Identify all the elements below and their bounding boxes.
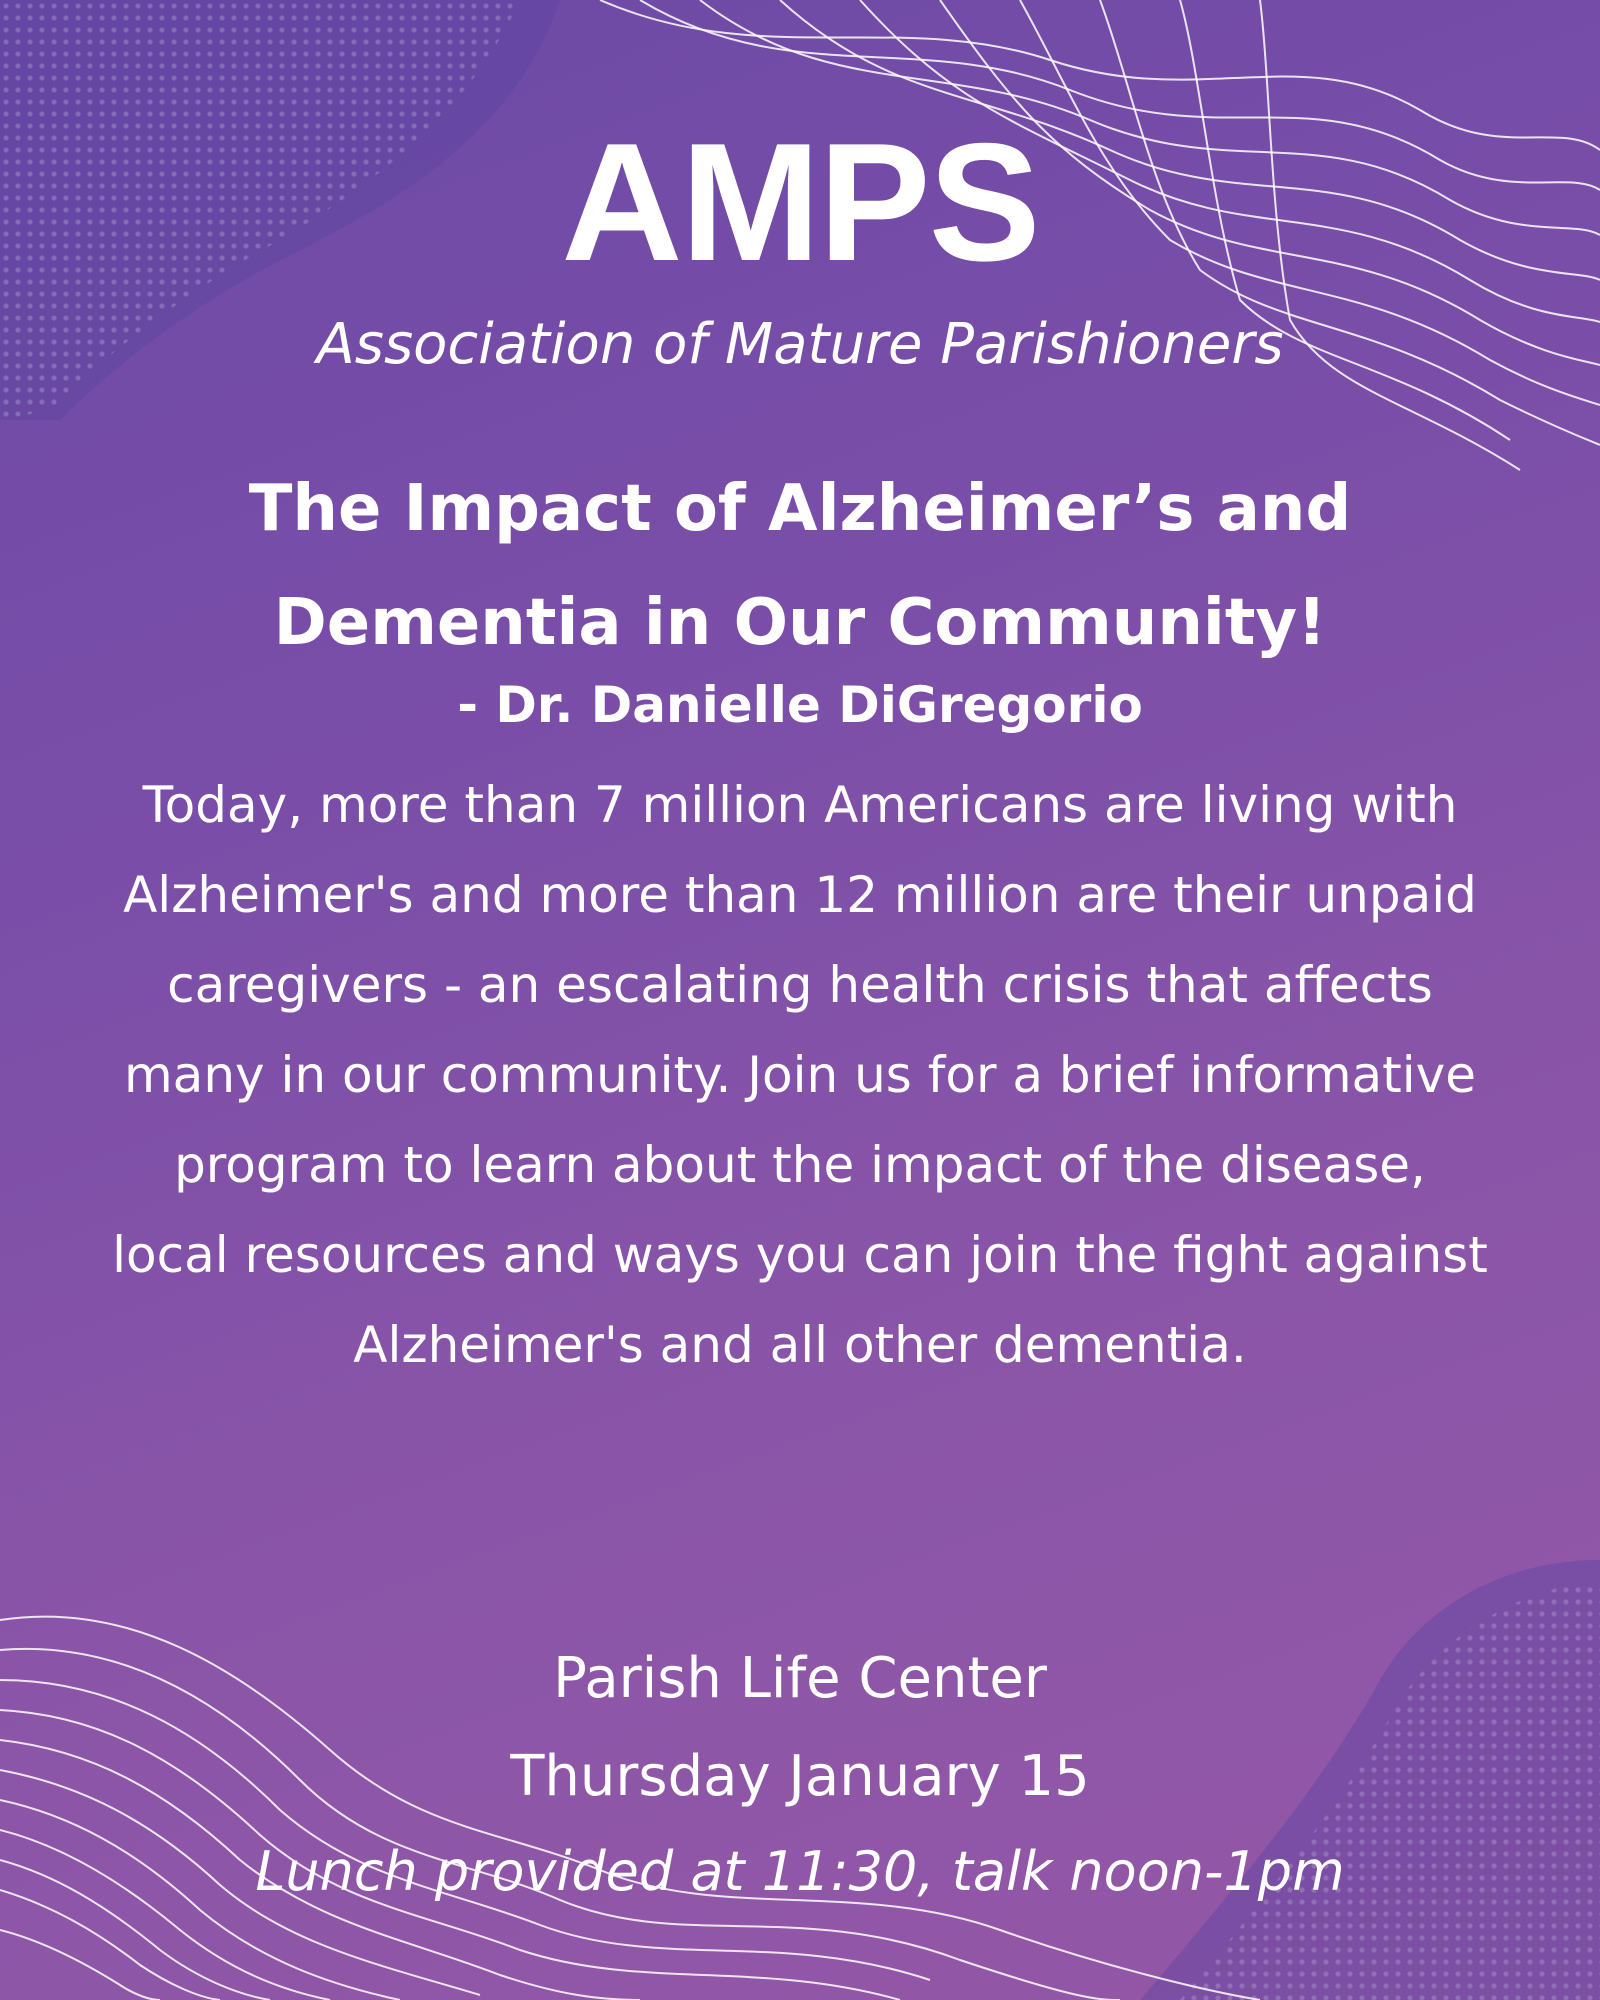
event-description: Today, more than 7 million Americans are living with Alzheimer's and more than 12 million are their unpaid caregivers - an escalating health crisis that affects many in our community. Join us for a brief informative program to learn about the impact of the disease, local resources and ways you can join the fight against Alzheimer's and all other dementia. — [112, 776, 1488, 1374]
amps-logo: AMPS — [561, 108, 1039, 296]
event-location: Parish Life Center — [553, 1646, 1047, 1711]
speaker-name: - Dr. Danielle DiGregorio — [457, 676, 1143, 734]
organization-tagline: Association of Mature Parishioners — [316, 312, 1284, 377]
event-title: The Impact of Alzheimer’s and Dementia in Our Community! — [248, 472, 1352, 660]
event-date: Thursday January 15 — [510, 1744, 1090, 1809]
event-time: Lunch provided at 11:30, talk noon-1pm — [255, 1840, 1345, 1903]
